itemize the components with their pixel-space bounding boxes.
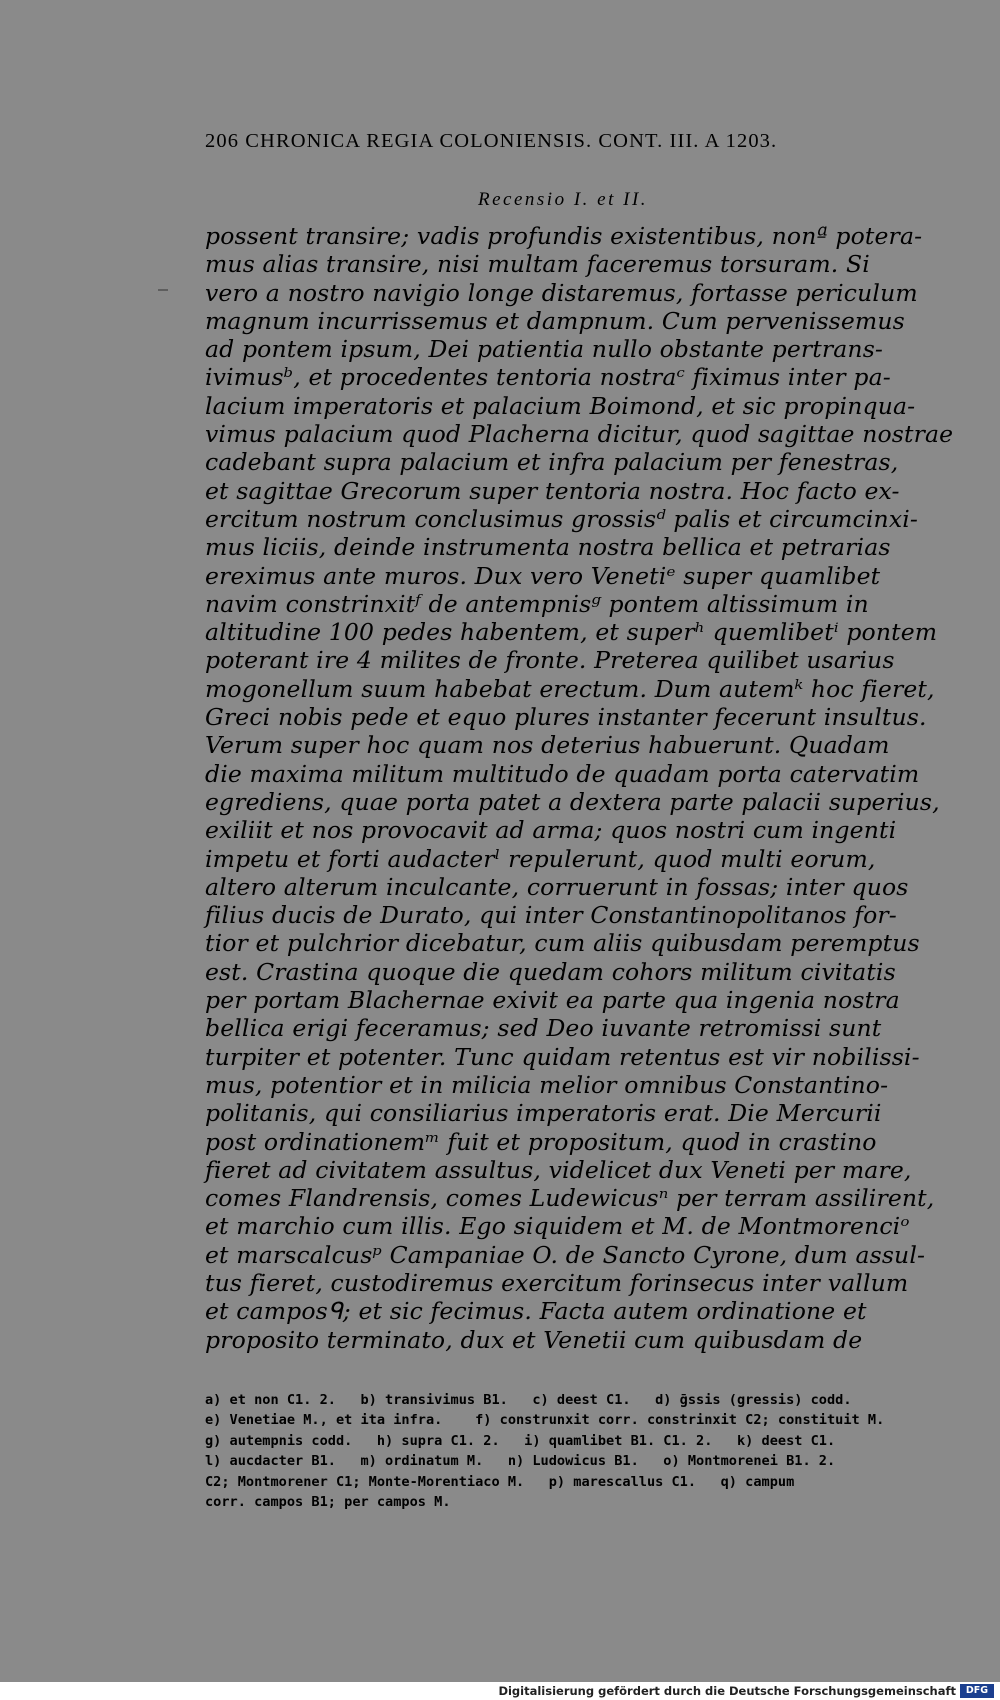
body-line: navim constrinxitᶠ de antempnisᵍ pontem altissimum in — [205, 589, 869, 618]
body-line: mus, potentior et in milicia melior omnibus Constantino- — [205, 1070, 889, 1099]
footnote-line: e) Venetiae M., et ita infra. f) construnxit corr. constrinxit C2; constituit M. — [205, 1412, 885, 1429]
recension-heading: Recensio I. et II. — [478, 189, 649, 210]
footnote-line: a) et non C1. 2. b) transivimus B1. c) deest C1. d) ḡssis (gressis) codd. — [205, 1392, 852, 1408]
body-line: tus fieret, custodiremus exercitum forinsecus inter vallum — [205, 1268, 909, 1297]
body-line: altero alterum inculcante, corruerunt in fossas; inter quos — [205, 872, 909, 901]
body-line: Greci nobis pede et equo plures instanter fecerunt insultus. — [205, 703, 927, 732]
body-line: magnum incurrissemus et dampnum. Cum pervenissemus — [205, 306, 905, 335]
body-line: ivimusᵇ, et procedentes tentoria nostraᶜ fiximus inter pa- — [205, 363, 891, 392]
body-line: vimus palacium quod Placherna dicitur, quod sagittae nostrae — [205, 420, 954, 449]
body-text — [205, 222, 965, 1354]
body-line: mus alias transire, nisi multam faceremus torsuram. Si — [205, 250, 870, 279]
body-line: et sagittae Grecorum super tentoria nostra. Hoc facto ex- — [205, 476, 900, 505]
body-line: egrediens, quae porta patet a dextera parte palacii superius, — [205, 787, 940, 816]
body-line: exiliit et nos provocavit ad arma; quos nostri cum ingenti — [205, 816, 897, 845]
body-line: per portam Blachernae exivit ea parte qua ingenia nostra — [205, 986, 900, 1015]
body-line: vero a nostro navigio longe distaremus, fortasse periculum — [205, 278, 918, 307]
body-line: tior et pulchrior dicebatur, cum aliis quibusdam peremptus — [205, 929, 920, 958]
body-line: est. Crastina quoque die quedam cohors militum civitatis — [205, 957, 896, 986]
footnote-line: g) autempnis codd. h) supra C1. 2. i) quamlibet B1. C1. 2. k) deest C1. — [205, 1432, 836, 1449]
body-line: et camposᑫ; et sic fecimus. Facta autem ordinatione et — [205, 1297, 867, 1326]
body-line: Verum super hoc quam nos deterius habuerunt. Quadam — [205, 731, 890, 760]
body-line: proposito terminato, dux et Venetii cum quibusdam de — [205, 1325, 863, 1354]
body-line: altitudine 100 pedes habentem, et superʰ quemlibetⁱ pontem — [205, 618, 938, 647]
footnote-line: corr. campos B1; per campos M. — [205, 1493, 451, 1510]
body-line: filius ducis de Durato, qui inter Constantinopolitanos for- — [205, 901, 897, 930]
body-line: bellica erigi feceramus; sed Deo iuvante retromissi sunt — [205, 1014, 882, 1043]
body-line: ercitum nostrum conclusimus grossisᵈ palis et circumcinxi- — [205, 504, 918, 533]
running-head: 206 CHRONICA REGIA COLONIENSIS. CONT. III. A 1203. — [205, 130, 778, 152]
body-line: mus liciis, deinde instrumenta nostra bellica et petrarias — [205, 533, 891, 562]
body-line: die maxima militum multitudo de quadam porta catervatim — [205, 759, 920, 788]
margin-mark — [158, 289, 168, 291]
body-line: turpiter et potenter. Tunc quidam retentus est vir nobilissi- — [205, 1042, 920, 1071]
digitization-credit: Digitalisierung gefördert durch die Deutsche Forschungsgemeinschaft — [498, 1684, 956, 1698]
footnotes — [205, 1390, 967, 1512]
footnote-line: l) aucdacter B1. m) ordinatum M. n) Ludowicus B1. o) Montmorenei B1. 2. — [205, 1453, 836, 1470]
body-line: ad pontem ipsum, Dei patientia nullo obstante pertrans- — [205, 335, 883, 364]
dfg-logo: DFG — [960, 1684, 994, 1698]
body-line: mogonellum suum habebat erectum. Dum autemᵏ hoc fieret, — [205, 674, 935, 703]
body-line: post ordinationemᵐ fuit et propositum, quod in crastino — [205, 1127, 877, 1156]
body-line: poterant ire 4 milites de fronte. Preterea quilibet usarius — [205, 646, 895, 675]
body-line: lacium imperatoris et palacium Boimond, et sic propinqua- — [205, 391, 916, 420]
body-line: cadebant supra palacium et infra palacium per fenestras, — [205, 448, 899, 477]
body-line: politanis, qui consiliarius imperatoris erat. Die Mercurii — [205, 1099, 882, 1128]
body-line: comes Flandrensis, comes Ludewicusⁿ per terram assilirent, — [205, 1184, 935, 1213]
body-line: et marchio cum illis. Ego siquidem et M. de Montmorenciᵒ — [205, 1212, 910, 1241]
body-line: ereximus ante muros. Dux vero Venetiᵉ super quamlibet — [205, 561, 881, 590]
body-line: impetu et forti audacterˡ repulerunt, quod multi eorum, — [205, 844, 876, 873]
body-line: et marscalcusᵖ Campaniae O. de Sancto Cyrone, dum assul- — [205, 1240, 926, 1269]
body-line: possent transire; vadis profundis existentibus, nonª potera- — [205, 222, 923, 250]
body-line: fieret ad civitatem assultus, videlicet dux Veneti per mare, — [205, 1155, 912, 1184]
footnote-line: C2; Montmorener C1; Monte-Morentiaco M. p) marescallus C1. q) campum — [205, 1473, 795, 1490]
